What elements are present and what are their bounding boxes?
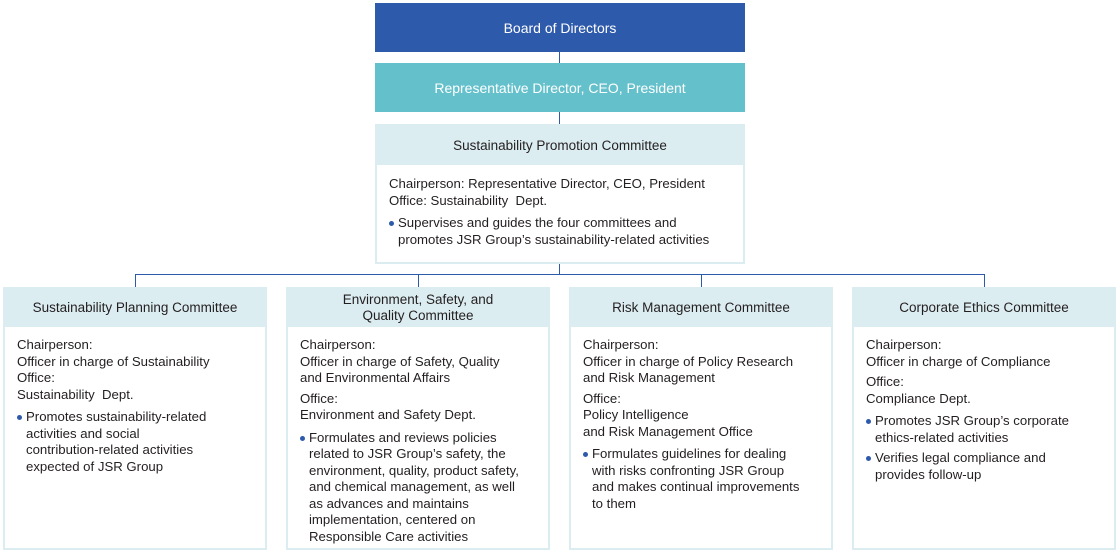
office-label: Office:	[300, 390, 338, 406]
chairperson-label: Chairperson:	[300, 337, 376, 352]
office-text: Environment and Safety Dept.	[300, 407, 476, 422]
bullet-line: to them	[592, 495, 636, 511]
bullet-item	[583, 446, 819, 512]
connector-committee-branch	[559, 264, 560, 274]
bullet-line: environment, quality, product safety,	[309, 462, 519, 478]
bullet-line: provides follow-up	[875, 466, 982, 482]
bullet-line: and chemical management, as well	[309, 479, 515, 494]
office-label: Office:	[17, 370, 55, 385]
corporate-ethics-committee-box	[852, 287, 1116, 550]
chairperson-label: Chairperson:	[583, 337, 659, 352]
bullet-line: related to JSR Group’s safety, the	[309, 446, 506, 461]
connector-ceo-committee	[559, 112, 560, 124]
chairperson-text: and Risk Management	[583, 370, 715, 385]
bullet-line: activities and social	[26, 425, 140, 441]
sustainability-planning-committee-box	[3, 287, 267, 550]
environment-safety-quality-committee-box	[286, 287, 550, 550]
connector-board-ceo	[559, 52, 560, 63]
connector-branch-4	[984, 274, 985, 287]
chairperson-text: Officer in charge of Sustainability	[17, 353, 210, 369]
bullet-item	[389, 215, 731, 248]
bullet-line: contribution-related activities	[26, 442, 194, 457]
bullet-line: implementation, centered on	[309, 512, 476, 527]
bullet-line: Promotes JSR Group’s corporate	[875, 413, 1069, 428]
office-text: Office: Sustainability Dept.	[389, 192, 548, 208]
chairperson-label: Chairperson:	[866, 337, 942, 352]
office-text: and Risk Management Office	[583, 423, 753, 439]
title-line: Quality Committee	[362, 308, 474, 323]
bullet-line: Supervises and guides the four committees and	[398, 215, 677, 230]
chairperson-text: Officer in charge of Safety, Quality	[300, 353, 500, 369]
board-of-directors-box	[375, 3, 745, 52]
title-line: Risk Management Committee	[612, 300, 790, 315]
bullet-line: Responsible Care activities	[309, 528, 469, 544]
committee-title	[854, 289, 1114, 327]
office-text: Policy Intelligence	[583, 407, 689, 422]
office-text: Sustainability Dept.	[17, 386, 134, 402]
sustainability-promotion-committee-box	[375, 124, 745, 264]
risk-management-committee-box	[569, 287, 833, 550]
connector-branch-horizontal	[135, 274, 985, 275]
title-line: Corporate Ethics Committee	[899, 300, 1069, 315]
connector-branch-2	[418, 274, 419, 287]
bullet-line: Verifies legal compliance and	[875, 450, 1046, 465]
connector-branch-3	[701, 274, 702, 287]
bullet-line: promotes JSR Group’s sustainability-related activities	[398, 231, 710, 247]
ceo-box	[375, 63, 745, 112]
bullet-line: ethics-related activities	[875, 429, 1009, 445]
bullet-item	[17, 409, 253, 475]
bullet-item	[300, 430, 536, 546]
committee-title	[571, 289, 831, 327]
committee-title: Sustainability Promotion Committee	[377, 126, 743, 165]
connector-branch-1	[135, 274, 136, 287]
office-text: Compliance Dept.	[866, 390, 971, 406]
committee-title	[288, 289, 548, 327]
bullet-line: with risks confronting JSR Group	[592, 462, 785, 478]
bullet-line: Promotes sustainability-related	[26, 409, 207, 424]
bullet-item	[866, 450, 1102, 483]
committee-title	[5, 289, 265, 327]
office-label: Office:	[583, 390, 621, 406]
bullet-line: Formulates and reviews policies	[309, 429, 497, 445]
title-line: Environment, Safety, and	[342, 292, 494, 307]
chairperson-label: Chairperson:	[17, 337, 93, 352]
chairperson-text: Chairperson: Representative Director, CEO, President	[389, 176, 705, 191]
bullet-line: and makes continual improvements	[592, 479, 800, 494]
chairperson-text: and Environmental Affairs	[300, 370, 451, 385]
bullet-line: as advances and maintains	[309, 495, 469, 511]
title-line: Sustainability Planning Committee	[32, 300, 238, 315]
chairperson-text: Officer in charge of Compliance	[866, 353, 1051, 369]
bullet-line: expected of JSR Group	[26, 458, 164, 474]
bullet-line: Formulates guidelines for dealing	[592, 446, 787, 461]
chairperson-text: Officer in charge of Policy Research	[583, 353, 794, 369]
board-of-directors-label: Board of Directors	[503, 19, 617, 36]
ceo-label: Representative Director, CEO, President	[434, 79, 686, 96]
bullet-item	[866, 413, 1102, 446]
office-label: Office:	[866, 374, 904, 389]
